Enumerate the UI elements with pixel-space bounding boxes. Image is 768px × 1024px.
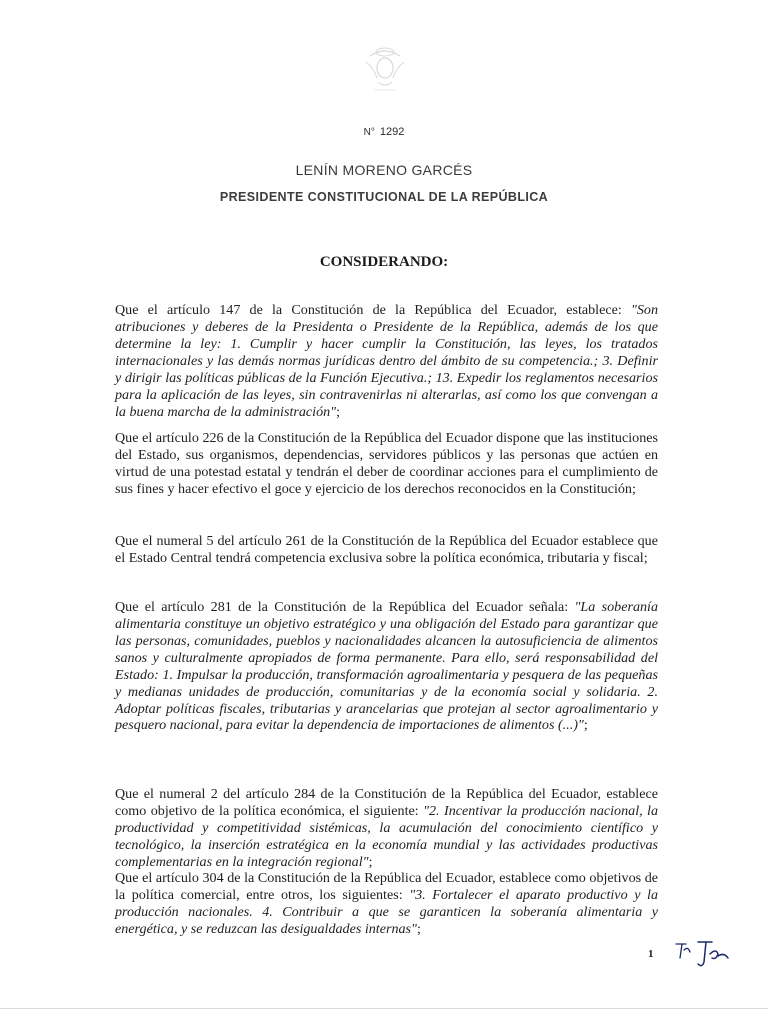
number-prefix: N° xyxy=(363,127,375,138)
page-bottom-edge xyxy=(0,1008,768,1009)
paragraph-article-261: Que el numeral 5 del artículo 261 de la Constitución de la República del Ecuador establece que el Estado Central tendrá competencia exclusiva sobre la política económica, tributaria y fiscal; xyxy=(115,533,658,566)
president-title: PRESIDENTE CONSTITUCIONAL DE LA REPÚBLICA xyxy=(219,190,549,204)
paragraph-article-226: Que el artículo 226 de la Constitución de la República del Ecuador dispone que las instituciones del Estado, sus organismos, dependencias, servidores públicos y las personas que actúen en virtud de una potestad estatal y tendrán el deber de coordinar acciones para el cumplimiento de sus fines y hacer efectivo el goce y ejercicio de los derechos reconocidos en la Constitución; xyxy=(115,430,658,497)
paragraph-article-304: Que el artículo 304 de la Constitución de la República del Ecuador, establece como objetivos de la política comercial, entre otros, los siguientes: "3. Fortalecer el aparato productivo y la producción nacionales. 4. Contribuir a que se garanticen la soberanía alimentaria y energética, y se reduzcan las desigualdades internas"; xyxy=(115,870,658,937)
considerando-heading: CONSIDERANDO: xyxy=(319,254,449,270)
paragraph-article-147: Que el artículo 147 de la Constitución de la República del Ecuador, establece: "Son atribuciones y deberes de la Presidenta o Presidente de la República, además de los que determine la ley: 1. Cumplir y hacer cumplir la Constitución, las leyes, los tratados internacionales y las demás normas jurídicas dentro del ámbito de su competencia.; 3. Definir y dirigir las políticas públicas de la Función Ejecutiva.; 13. Expedir los reglamentos necesarios para la aplicación de las leyes, sin contravenirlas ni alterarlas, así como los que convengan a la buena marcha de la administración"; xyxy=(115,302,658,420)
president-name: LENÍN MORENO GARCÉS xyxy=(295,162,473,178)
page-number: 1 xyxy=(648,948,654,960)
coat-of-arms-seal-icon xyxy=(360,38,410,98)
handwritten-initials-icon xyxy=(672,936,732,970)
decree-number xyxy=(0,126,768,138)
number-value: 1292 xyxy=(379,126,405,138)
paragraph-article-284: Que el numeral 2 del artículo 284 de la Constitución de la República del Ecuador, establece como objetivo de la política económica, el siguiente: "2. Incentivar la producción nacional, la productividad y competitividad sistémicas, la acumulación del conocimiento científico y tecnológico, la inserción estratégica en la economía mundial y las actividades productivas complementarias en la integración regional"; xyxy=(115,786,659,870)
paragraph-article-281: Que el artículo 281 de la Constitución de la República del Ecuador señala: "La soberanía alimentaria constituye un objetivo estratégico y una obligación del Estado para garantizar que las personas, comunidades, pueblos y nacionalidades alcancen la autosuficiencia de alimentos sanos y culturalmente apropiados de forma permanente. Para ello, será responsabilidad del Estado: 1. Impulsar la producción, transformación agroalimentaria y pesquera de las pequeñas y medianas unidades de producción, comunitarias y de la economía social y solidaria. 2. Adoptar políticas fiscales, tributarias y arancelarias que protejan al sector agroalimentario y pesquero nacional, para evitar la dependencia de importaciones de alimentos (...)"; xyxy=(115,599,659,734)
